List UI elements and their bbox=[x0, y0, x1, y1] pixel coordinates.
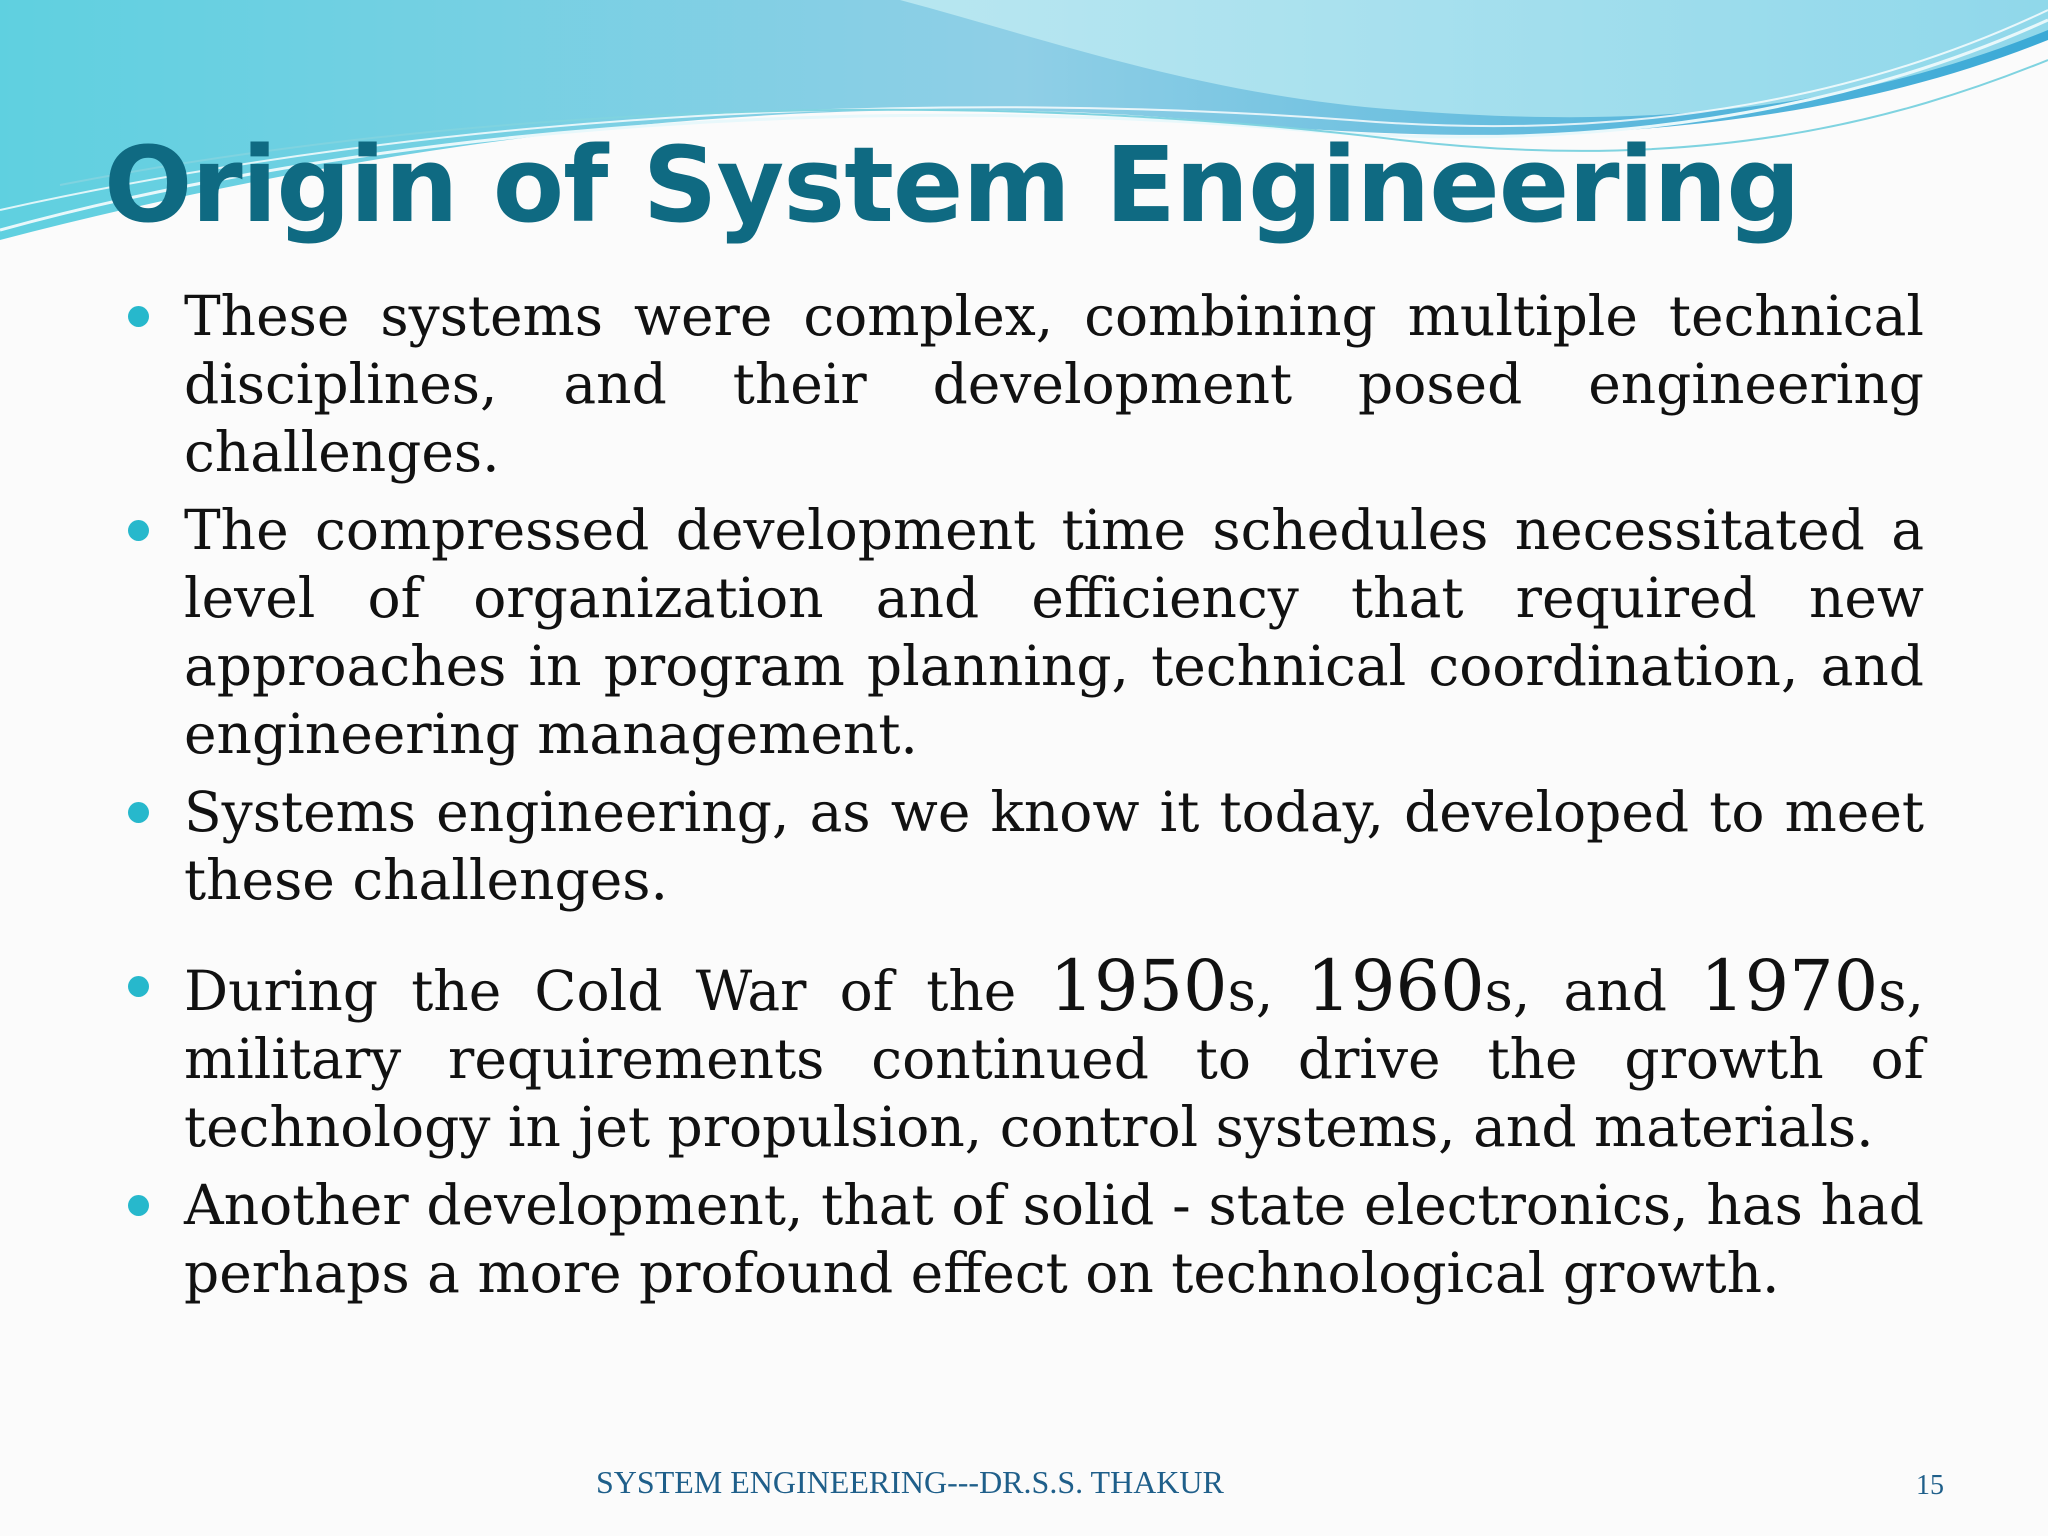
bullet-text: Systems engineering, as we know it today, developed to meet these challenges. bbox=[184, 780, 1924, 912]
bullet-item bbox=[184, 496, 1924, 768]
bullet-item bbox=[184, 778, 1924, 914]
bullet-item bbox=[184, 1171, 1924, 1307]
bullet-dot-icon bbox=[128, 520, 149, 541]
cold-war-suffix-2: s, and bbox=[1484, 959, 1701, 1023]
bullet-text: These systems were complex, combining multiple technical disciplines, and their development posed engineering challenges. bbox=[184, 284, 1924, 484]
cold-war-prefix: During the Cold War of the bbox=[184, 959, 1050, 1023]
bullet-dot-icon bbox=[128, 306, 149, 327]
cold-war-suffix-1: s, bbox=[1227, 959, 1307, 1023]
bullet-text: Another development, that of solid - state electronics, has had perhaps a more profound effect on technological growth. bbox=[184, 1173, 1924, 1305]
bullet-item bbox=[184, 945, 1924, 1161]
bullet-dot-icon bbox=[128, 1195, 149, 1216]
bullet-dot-icon bbox=[128, 802, 149, 823]
year-1950: 1950 bbox=[1049, 945, 1228, 1027]
slide-footer: SYSTEM ENGINEERING---DR.S.S. THAKUR bbox=[596, 1464, 1224, 1500]
bullet-text: The compressed development time schedules necessitated a level of organization and efficiency that required new approaches in program planning, technical coordination, and engineering management. bbox=[184, 498, 1924, 766]
bullet-list bbox=[184, 282, 1924, 1317]
year-1960: 1960 bbox=[1306, 945, 1485, 1027]
year-1970: 1970 bbox=[1700, 945, 1879, 1027]
slide-title: Origin of System Engineering bbox=[104, 124, 1800, 246]
bullet-dot-icon bbox=[128, 976, 149, 997]
slide-number: 15 bbox=[1916, 1470, 1944, 1501]
bullet-text bbox=[184, 945, 1924, 1159]
cold-war-suffix-3: s, military requirements continued to drive the growth of technology in jet propulsion, control systems, and materials. bbox=[184, 959, 1924, 1159]
bullet-item bbox=[184, 282, 1924, 486]
